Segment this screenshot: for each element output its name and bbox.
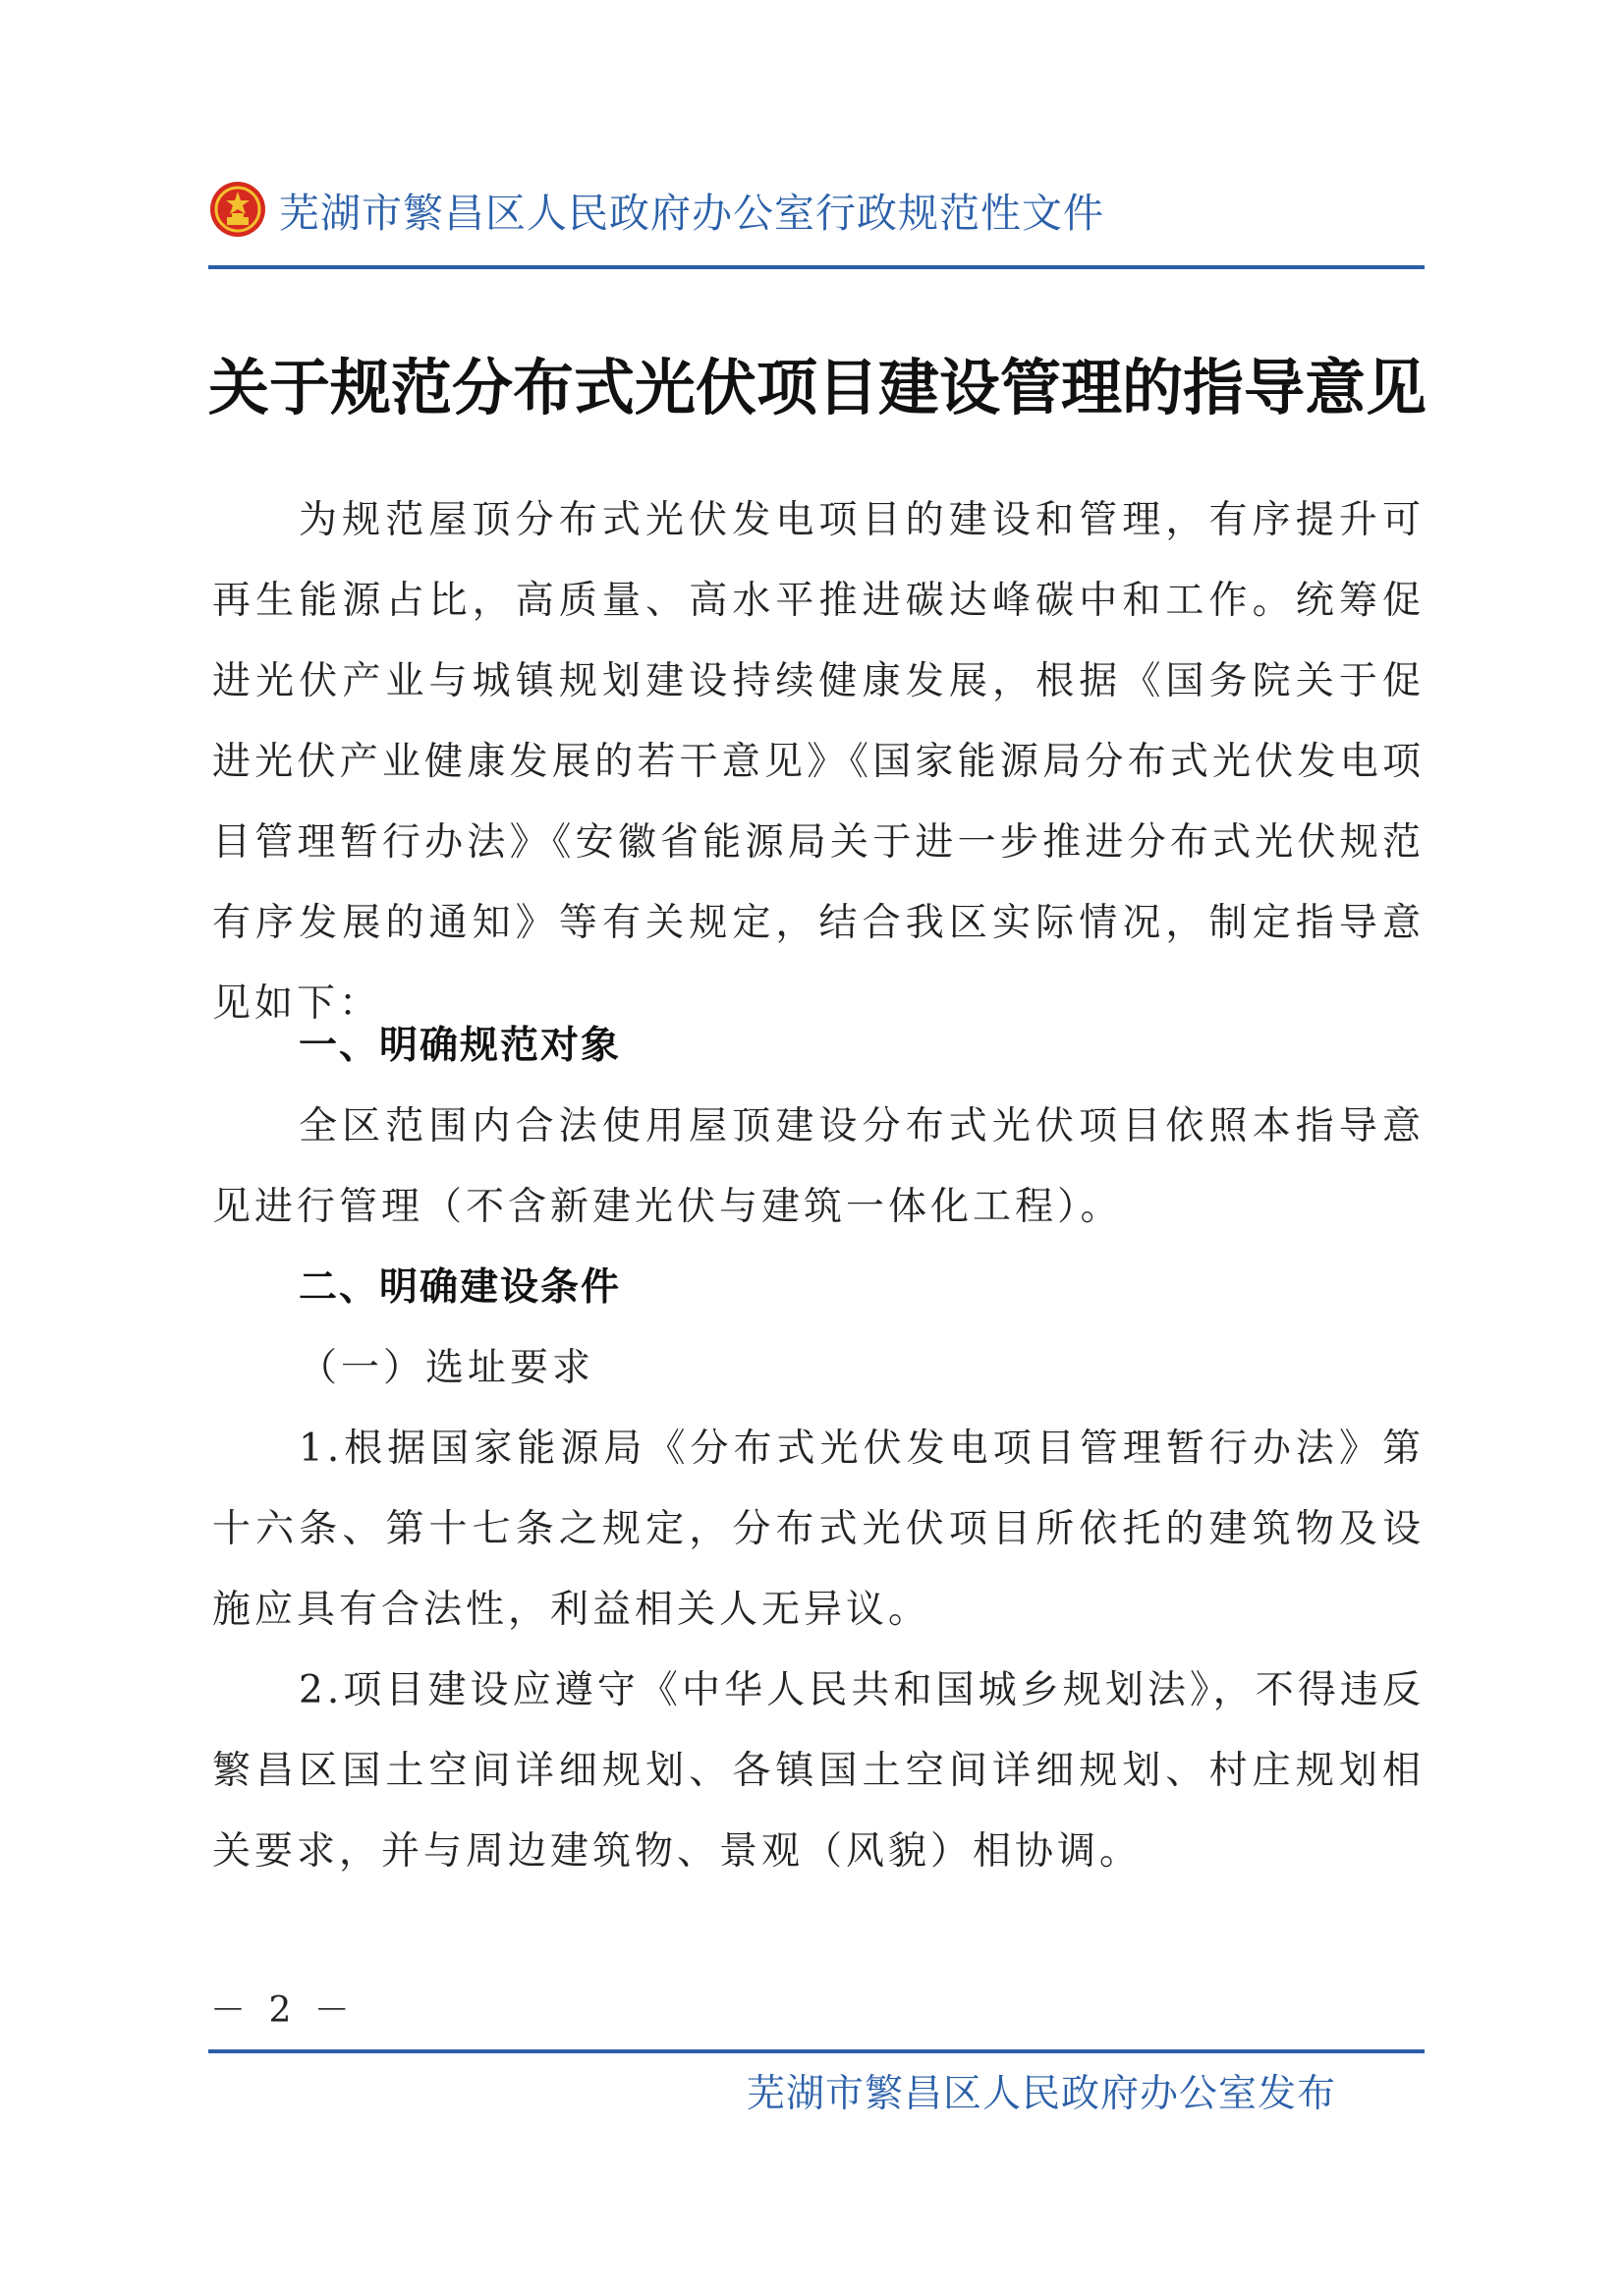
document-title: 关于规范分布式光伏项目建设管理的指导意见 [208,352,1427,423]
subsection-1-heading: （一）选址要求 [299,1346,595,1390]
header-divider [208,265,1425,269]
section-1-paragraph: 全区范围内合法使用屋顶建设分布式光伏项目依照本指导意见进行管理（不含新建光伏与建筑一体化工程）。 [212,1104,1425,1229]
document-header [208,175,1417,244]
item-2-paragraph: 2.项目建设应遵守《中华人民共和国城乡规划法》，不得违反繁昌区国土空间详细规划、各镇国土空间详细规划、村庄规划相关要求，并与周边建筑物、景观（风貌）相协调。 [212,1668,1425,1874]
section-2-heading: 二、明确建设条件 [299,1265,622,1310]
footer-divider [208,2049,1425,2053]
page-number: － 2 － [210,1990,356,2031]
item-1-paragraph: 1.根据国家能源局《分布式光伏发电项目管理暂行办法》第十六条、第十七条之规定，分布式光伏项目所依托的建筑物及设施应具有合法性，利益相关人无异议。 [212,1427,1425,1632]
footer-publisher: 芜湖市繁昌区人民政府办公室发布 [747,2072,1337,2116]
national-emblem-icon [208,180,267,239]
section-1-heading: 一、明确规范对象 [299,1024,622,1068]
header-title: 芜湖市繁昌区人民政府办公室行政规范性文件 [279,189,1104,237]
intro-paragraph: 为规范屋顶分布式光伏发电项目的建设和管理，有序提升可再生能源占比，高质量、高水平推进碳达峰碳中和工作。统筹促进光伏产业与城镇规划建设持续健康发展，根据《国务院关于促进光伏产业健康发展的若干意见》《国家能源局分布式光伏发电项目管理暂行办法》《安徽省能源局关于进一步推进分布式光伏规范有序发展的通知》等有关规定，结合我区实际情况，制定指导意见如下： [212,498,1425,1026]
